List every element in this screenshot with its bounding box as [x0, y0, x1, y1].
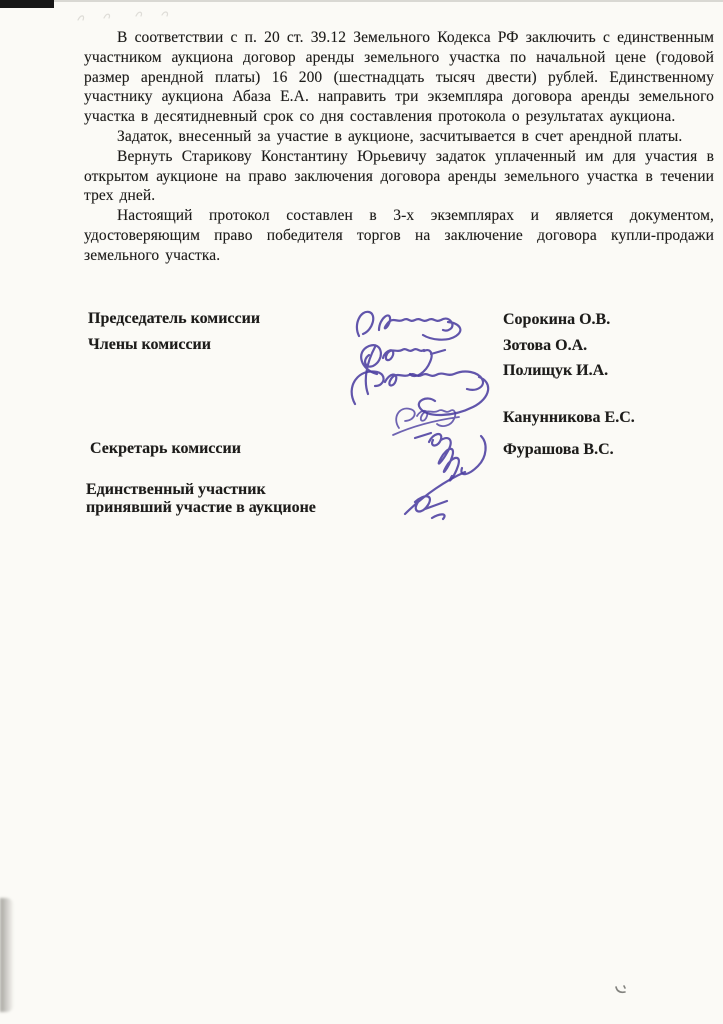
faint-pencil-marks — [70, 6, 180, 28]
name-polishchuk: Полищук И.А. — [503, 362, 609, 379]
signature-ink-participant — [405, 472, 465, 519]
paragraph-deposit: Задаток, внесенный за участие в аукционе, засчитывается в счет арендной платы. — [117, 127, 683, 145]
paragraph-refund: Вернуть Старикову Константину Юрьевичу задаток уплаченный им для участия в открытом аукционе на право заключения договора аренды земельного участка в течении трех дней. — [84, 147, 714, 205]
scan-artifact-black-bar — [0, 0, 54, 8]
scan-top-edge-shadow — [0, 0, 723, 2]
scan-artifact-smudge — [0, 898, 14, 1012]
paragraph-agreement: В соответствии с п. 20 ст. 39.12 Земельного Кодекса РФ заключить с единственным участником аукциона договор аренды земельного участка по начальной цене (годовой размер арендной платы) 16 200 (шестнадцать тысяч двести) рублей. Единственному участнику аукциона Абаза Е.А. направить три экземпляра договора аренды земельного участка в десятидневный срок со дня составления протокола о результатах аукциона. — [84, 29, 714, 126]
label-secretary: Секретарь комиссии — [90, 440, 241, 457]
paragraph-copies: Настоящий протокол составлен в 3-х экземплярах и является документом, удостоверяющим право победителя торгов на заключение договора купли-продажи земельного участка. — [84, 207, 714, 264]
name-kanunnikova: Канунникова Е.С. — [503, 409, 635, 426]
label-members: Члены комиссии — [88, 336, 211, 353]
signature-ink-polishchuk — [352, 371, 489, 415]
label-sole-participant: Единственный участник принявший участие в аукционе — [86, 481, 316, 516]
signature-ink-zotova — [361, 345, 445, 394]
signature-ink-sorokina — [357, 312, 460, 340]
document-body — [84, 28, 714, 266]
name-zotova: Зотова О.А. — [503, 337, 588, 354]
name-sorokina: Сорокина О.В. — [503, 311, 611, 328]
stray-pen-mark — [612, 984, 630, 998]
signature-ink-kanunnikova — [393, 409, 459, 435]
signature-ink-furashova — [415, 433, 486, 481]
label-chairman: Председатель комиссии — [88, 310, 261, 327]
name-furashova: Фурашова В.С. — [503, 441, 614, 458]
handwritten-signatures — [335, 290, 520, 535]
